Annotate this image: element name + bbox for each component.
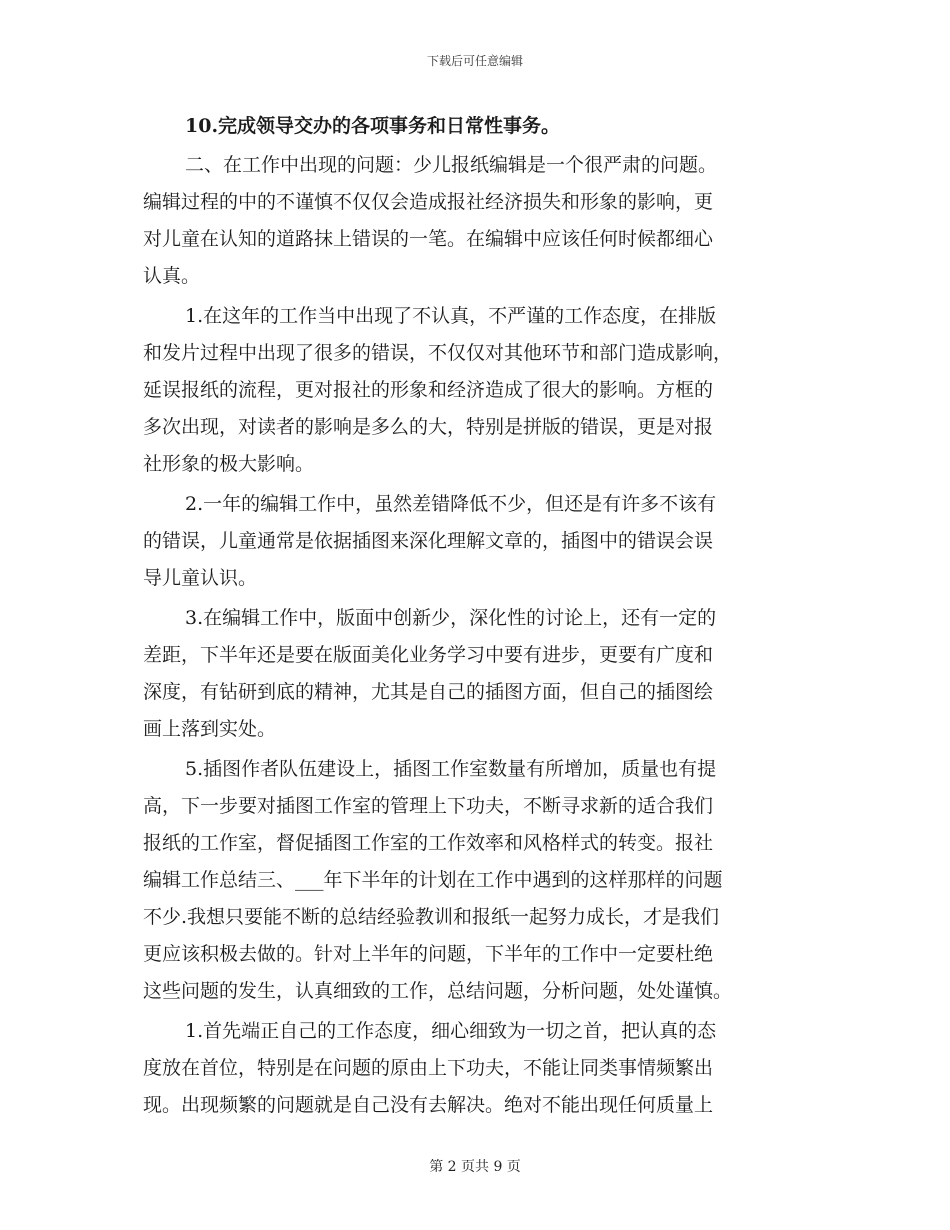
paragraph [143,751,807,1010]
paragraph-line: 报纸的工作室，督促插图工作室的工作效率和风格样式的转变。报社 [143,832,714,854]
paragraph [143,298,807,483]
paragraph [143,486,807,597]
paragraph [143,600,807,748]
paragraph-line: 现。出现频繁的问题就是自己没有去解决。绝对不能出现任何质量上 [143,1094,714,1116]
paragraph [143,147,807,295]
paragraph-line: 深度，有钻研到底的精神，尤其是自己的插图方面，但自己的插图绘 [143,681,714,703]
paragraph-line: 多次出现，对读者的影响是多么的大，特别是拼版的错误，更是对报 [143,416,714,438]
paragraph-list [143,147,807,1124]
paragraph-line: 2.一年的编辑工作中，虽然差错降低不少，但还是有许多不该有 [185,493,717,515]
paragraph-line: 度放在首位，特别是在问题的原由上下功夫，不能让同类事情频繁出 [143,1057,714,1079]
paragraph-line: 延误报纸的流程，更对报社的形象和经济造成了很大的影响。方框的 [143,379,714,401]
paragraph-line: 高，下一步要对插图工作室的管理上下功夫，不断寻求新的适合我们 [143,795,714,817]
item-heading: 10.完成领导交办的各项事务和日常性事务。 [185,115,561,137]
paragraph [143,1013,807,1124]
paragraph-line: 画上落到实处。 [143,718,277,740]
paragraph-line: 5.插图作者队伍建设上，插图工作室数量有所增加，质量也有提 [185,758,717,780]
paragraph-line: 3.在编辑工作中，版面中创新少，深化性的讨论上，还有一定的 [185,607,717,629]
page-footer: 第 2 页共 9 页 [429,1159,521,1175]
paragraph-line: 对儿童在认知的道路抹上错误的一笔。在编辑中应该任何时候都细心 [143,228,714,250]
paragraph-line: 差距，下半年还是要在版面美化业务学习中要有进步，更要有广度和 [143,644,714,666]
page-header: 下载后可任意编辑 [426,54,523,68]
paragraph-line: 这些问题的发生，认真细致的工作，总结问题，分析问题，处处谨慎。 [143,980,733,1002]
paragraph-line: 1.首先端正自己的工作态度，细心细致为一切之首，把认真的态 [185,1020,717,1042]
paragraph-line: 二、在工作中出现的问题：少儿报纸编辑是一个很严肃的问题。 [185,154,718,176]
paragraph-line: 编辑过程的中的不谨慎不仅仅会造成报社经济损失和形象的影响，更 [143,191,714,213]
paragraph-line: 社形象的极大影响。 [143,453,315,475]
document-body [143,108,807,1124]
paragraph-line: 编辑工作总结三、___年下半年的计划在工作中遇到的这样那样的问题 [143,869,723,891]
paragraph-line: 不少.我想只要能不断的总结经验教训和报纸一起努力成长，才是我们 [143,906,720,928]
paragraph-line: 和发片过程中出现了很多的错误，不仅仅对其他环节和部门造成影响， [143,342,733,364]
paragraph-line: 认真。 [143,265,201,287]
paragraph-line: 更应该积极去做的。针对上半年的问题，下半年的工作中一定要杜绝 [143,943,714,965]
paragraph-line: 的错误，儿童通常是依据插图来深化理解文章的，插图中的错误会误 [143,530,714,552]
paragraph-line: 导儿童认识。 [143,567,258,589]
paragraph-line: 1.在这年的工作当中出现了不认真，不严谨的工作态度，在排版 [185,305,717,327]
